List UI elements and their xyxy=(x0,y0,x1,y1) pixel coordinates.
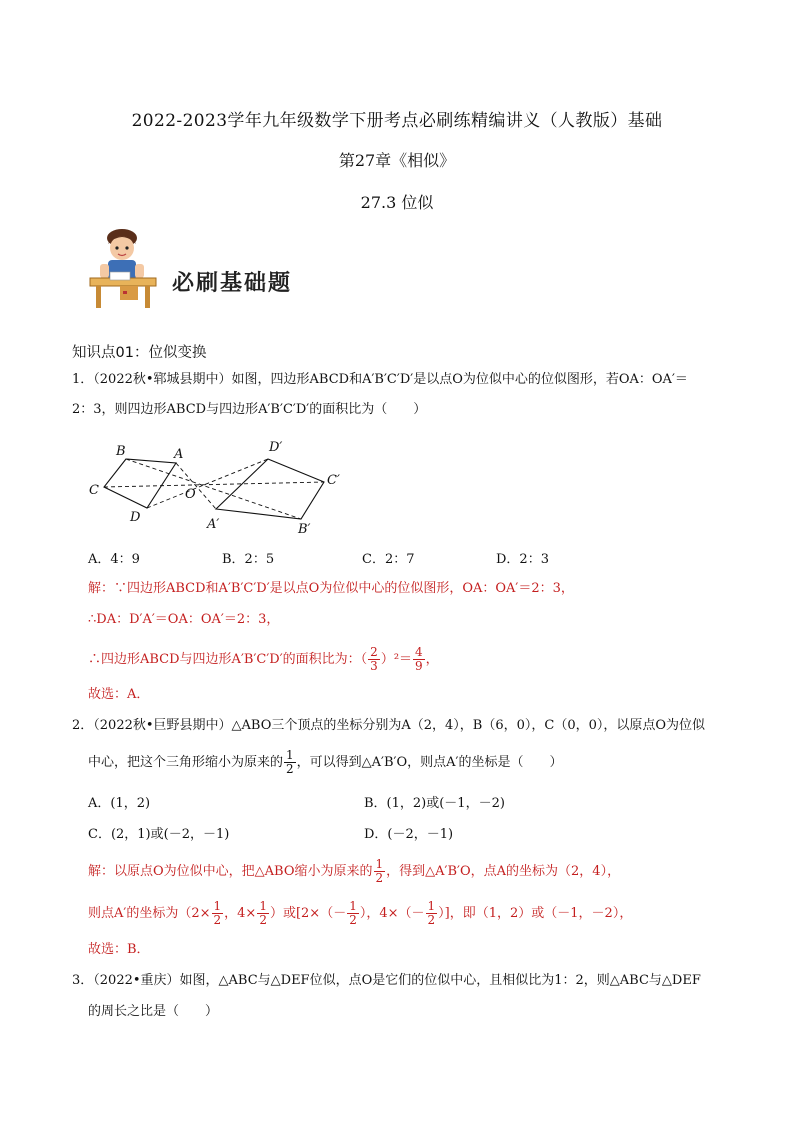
q3-stem-line2: 的周长之比是（ ） xyxy=(88,1004,219,1019)
page-title: 2022-2023学年九年级数学下册考点必刷练精编讲义（人教版）基础 xyxy=(131,111,663,131)
q1-answer: 故选：A． xyxy=(88,687,150,702)
fraction-1-2: $\frac{1}{2}$ xyxy=(427,899,436,927)
q2-option-d[interactable]: D．(－2，－1) xyxy=(364,827,454,842)
fraction-1-2: $\frac{1}{2}$ xyxy=(375,857,384,885)
q2-answer: 故选：B． xyxy=(88,942,150,957)
q1-option-d[interactable]: D．2：3 xyxy=(496,552,549,567)
fraction-1-2: $\frac{1}{2}$ xyxy=(286,748,294,776)
q1-option-a[interactable]: A．4：9 xyxy=(88,552,140,567)
fraction-1-2: $\frac{1}{2}$ xyxy=(349,899,357,927)
fraction-1-2: $\frac{1}{2}$ xyxy=(259,899,267,927)
q1-stem-line1: 1．（2022秋•郓城县期中）如图，四边形ABCD和A′B′C′D′是以点O为位似中心的位似图形，若OA：OA′＝ xyxy=(72,372,688,387)
q2-option-b[interactable]: B．(1，2)或(－1，－2) xyxy=(364,796,505,811)
q2-option-c[interactable]: C．(2，1)或(－2，－1) xyxy=(88,827,230,842)
q1-stem-line2: 2：3，则四边形ABCD与四边形A′B′C′D′的面积比为（ ） xyxy=(72,402,427,417)
q3-stem-line1: 3．（2022•重庆）如图，△ABC与△DEF位似，点O是它们的位似中心，且相似比为1：2，则△ABC与△DEF xyxy=(72,973,701,988)
fraction-1-2: $\frac{1}{2}$ xyxy=(213,899,222,927)
q2-stem-line2: 中心，把这个三角形缩小为原来的 $\frac{1}{2}$ ，可以得到△A′B′O，则点A′的坐标是（ ） xyxy=(88,748,563,776)
q2-solution-line2: 则点A′的坐标为（2× $\frac{1}{2}$ ，4× $\frac{1}{2}$ ）或[2×（－ $\frac{1}{2}$ ），4×（－ $\frac{1}{2}$ ）]，即（1，2）或（－1，－2）， xyxy=(88,899,633,927)
section-title: 27.3 位似 xyxy=(360,193,434,212)
q2-option-a[interactable]: A．(1，2) xyxy=(88,796,151,811)
fraction-2-3: $\frac{2}{3}$ xyxy=(370,645,378,673)
label-c: C xyxy=(89,483,99,498)
label-d-prime: D′ xyxy=(269,440,283,455)
q1-solution-line1: 解：∵四边形ABCD和A′B′C′D′是以点O为位似中心的位似图形，OA：OA′＝2：3， xyxy=(88,581,574,596)
label-o: O xyxy=(185,487,196,502)
quad-apbpcpdp xyxy=(216,459,324,519)
q1-figure xyxy=(84,434,354,538)
student-mascot-icon xyxy=(84,228,162,310)
label-b-prime: B′ xyxy=(298,522,311,537)
chapter-title: 第27章《相似》 xyxy=(338,151,456,170)
label-a-prime: A′ xyxy=(207,517,220,532)
q1-option-b[interactable]: B．2：5 xyxy=(222,552,275,567)
label-c-prime: C′ xyxy=(327,473,340,488)
fraction-4-9: $\frac{4}{9}$ xyxy=(415,645,423,673)
quad-abcd xyxy=(104,459,176,508)
q1-solution-line3: ∴四边形ABCD与四边形A′B′C′D′的面积比为：（ $\frac{2}{3}$ ）²＝ $\frac{4}{9}$ ， xyxy=(88,645,439,673)
q1-option-c[interactable]: C．2：7 xyxy=(362,552,415,567)
label-b: B xyxy=(116,444,126,459)
q1-solution-line2: ∴DA：D′A′＝OA：OA′＝2：3， xyxy=(88,612,280,627)
label-a: A xyxy=(174,447,184,462)
q2-stem-line1: 2．（2022秋•巨野县期中）△ABO三个顶点的坐标分别为A（2，4），B（6，0），C（0，0），以原点O为位似 xyxy=(72,718,706,733)
q2-solution-line1: 解：以原点O为位似中心，把△ABO缩小为原来的 $\frac{1}{2}$ ，得到△A′B′O，点A的坐标为（2，4）， xyxy=(88,857,621,885)
knowledge-point-heading: 知识点01：位似变换 xyxy=(72,345,207,361)
practice-banner: 必刷基础题 xyxy=(172,271,293,296)
label-d: D xyxy=(130,510,141,525)
